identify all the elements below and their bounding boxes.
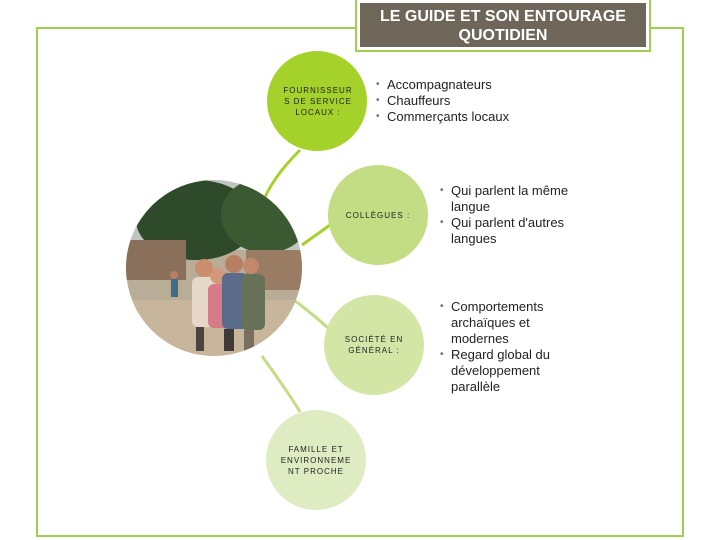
society-list	[440, 299, 590, 395]
circle-family-label: FAMILLE ET ENVIRONNEME NT PROCHE	[280, 444, 352, 476]
list-item: • Accompagnateurs	[376, 77, 576, 93]
circle-society-label: SOCIÉTÉ EN GÉNÉRAL :	[344, 335, 404, 355]
connector-arc-1	[262, 150, 300, 205]
group-photo	[126, 180, 302, 356]
circle-family	[266, 410, 366, 510]
circle-society	[324, 295, 424, 395]
slide-title	[357, 0, 649, 50]
circle-colleagues-label: COLLÈGUES :	[345, 210, 411, 220]
providers-list	[376, 77, 576, 125]
list-item: • Regard global du développement parallèle	[440, 347, 590, 395]
circle-providers	[267, 51, 367, 151]
circle-colleagues	[328, 165, 428, 265]
connector-arc-2	[294, 300, 330, 330]
list-item: • Comportements archaïques et modernes	[440, 299, 590, 347]
list-item: • Qui parlent la même langue	[440, 183, 600, 215]
circle-providers-label: FOURNISSEUR S DE SERVICE LOCAUX :	[283, 86, 353, 117]
title-line-1: LE GUIDE ET SON ENTOURAGE	[380, 8, 626, 25]
group-photo-hikers-icon	[126, 180, 302, 356]
connector-arc-4	[302, 225, 330, 245]
list-item: • Chauffeurs	[376, 93, 576, 109]
colleagues-list	[440, 183, 600, 247]
list-item: • Qui parlent d'autres langues	[440, 215, 600, 247]
connector-arc-3	[262, 356, 300, 412]
list-item: • Commerçants locaux	[376, 109, 576, 125]
title-line-2: QUOTIDIEN	[458, 27, 548, 44]
